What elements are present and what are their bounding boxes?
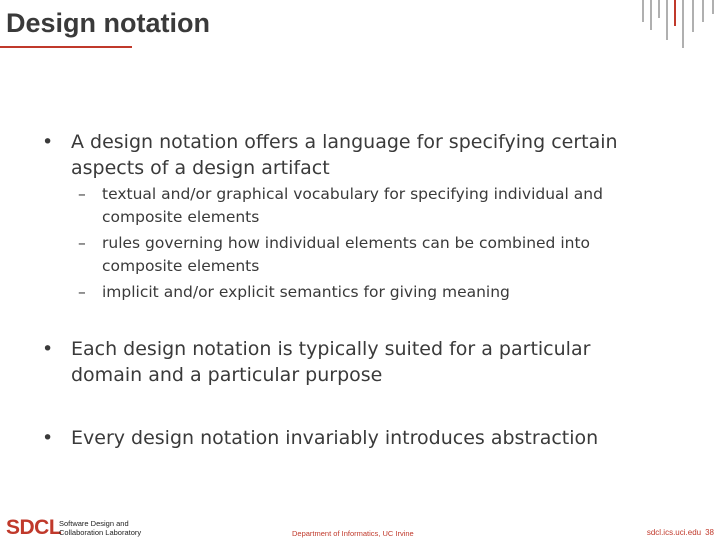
sub-bullet-line: implicit and/or explicit semantics for giving meaning [102,283,510,301]
sub-bullet-line: textual and/or graphical vocabulary for specifying individual and [102,185,603,203]
footer-url: sdcl.ics.uci.edu [646,528,702,537]
footer-url-block [647,528,714,537]
bullet-marker: • [42,427,54,449]
lab-name-line: Collaboration Laboratory [59,528,142,537]
bullet-text: A design notation offers a language for specifying certain aspects of a design artifact [71,131,618,179]
slide-footer [0,510,720,540]
sdcl-logo: SDCL [6,516,62,539]
bullet-text: Every design notation invariably introduces abstraction [71,427,599,449]
bullet-1 [42,129,642,181]
sub-bullet-line: rules governing how individual elements can be combined into [102,234,591,252]
sub-bullet-1 [78,183,638,229]
sub-bullet-2 [78,232,638,278]
sub-bullet-marker: – [78,283,86,301]
sub-bullet-line: composite elements [102,208,260,226]
bullet-marker: • [42,131,54,153]
sub-bullet-3 [78,281,638,304]
lab-name-line: Software Design and [59,519,129,528]
sub-bullet-marker: – [78,234,86,252]
slide-title: Design notation [6,8,210,38]
bullet-2 [42,336,642,388]
sub-bullet-marker: – [78,185,86,203]
department-label: Department of Informatics, UC Irvine [292,529,414,538]
sub-bullet-line: composite elements [102,257,260,275]
bullet-text: Each design notation is typically suited for a particular domain and a particular purpose [71,338,591,386]
bullet-3 [42,425,642,451]
bullet-marker: • [42,338,54,360]
page-number: 38 [705,528,714,537]
lab-name [59,519,141,537]
